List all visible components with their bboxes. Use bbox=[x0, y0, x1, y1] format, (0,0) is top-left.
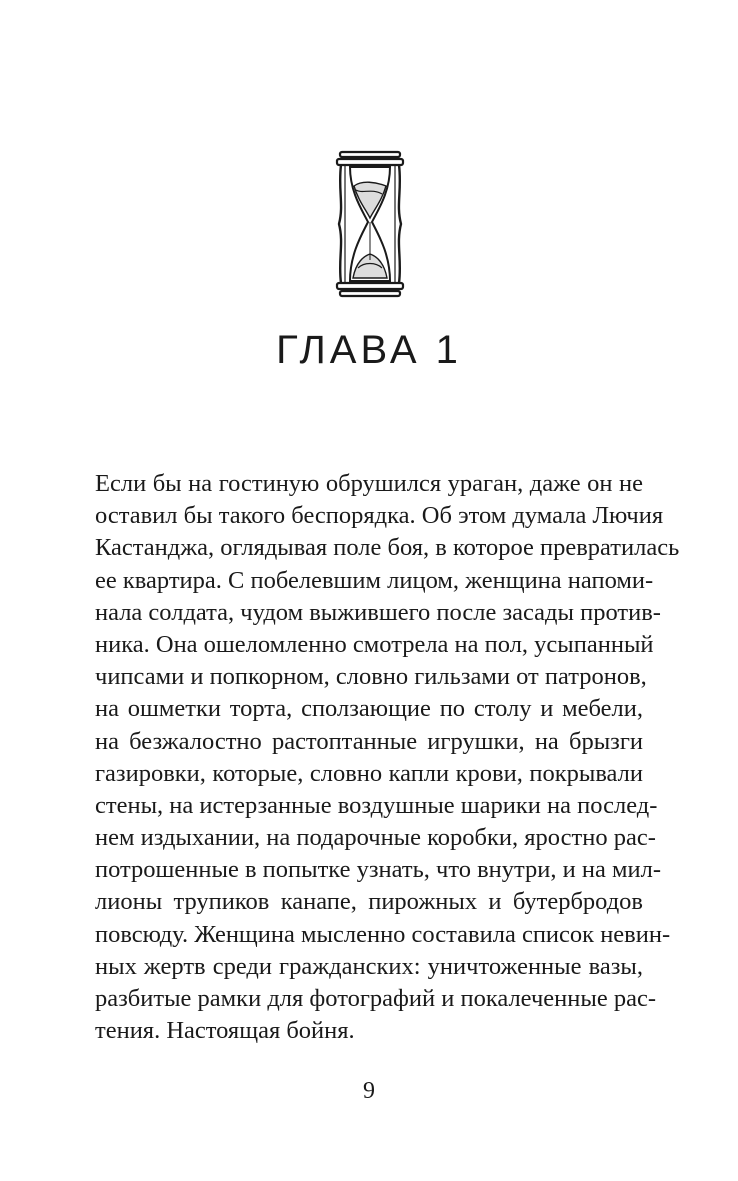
text-line: на ошметки торта, сползающие по столу и мебели, bbox=[95, 695, 643, 723]
text-line: ее квартира. С побелевшим лицом, женщина напоми- bbox=[95, 566, 654, 594]
text-line: стены, на истерзанные воздушные шарики на послед- bbox=[95, 791, 658, 819]
text-line: нала солдата, чудом выжившего после засады против- bbox=[95, 598, 661, 626]
text-line: оставил бы такого беспорядка. Об этом думала Лючия bbox=[95, 502, 664, 530]
body-text bbox=[95, 468, 680, 1047]
text-line: ных жертв среди гражданских: уничтоженные вазы, bbox=[95, 952, 643, 980]
text-line: разбитые рамки для фотографий и покалеченные рас- bbox=[95, 985, 656, 1012]
chapter-title: ГЛАВА 1 bbox=[276, 328, 462, 372]
text-line: нем издыхании, на подарочные коробки, яростно рас- bbox=[95, 824, 656, 852]
text-line: лионы трупиков канапе, пирожных и бутербродов bbox=[95, 888, 643, 916]
text-line: Если бы на гостиную обрушился ураган, даже он не bbox=[95, 470, 643, 497]
text-line: потрошенные в попытке узнать, что внутри, и на мил- bbox=[95, 856, 661, 884]
text-line: чипсами и попкорном, словно гильзами от патронов, bbox=[95, 663, 647, 691]
text-line: повсюду. Женщина мысленно составила список невин- bbox=[95, 920, 671, 948]
page-number: 9 bbox=[363, 1078, 375, 1104]
text-line: тения. Настоящая бойня. bbox=[95, 1017, 355, 1045]
text-line: газировки, которые, словно капли крови, покрывали bbox=[95, 759, 643, 787]
text-line: ника. Она ошеломленно смотрела на пол, усыпанный bbox=[95, 630, 654, 658]
hourglass-icon bbox=[332, 150, 408, 298]
text-line: Кастанджа, оглядывая поле боя, в которое превратилась bbox=[95, 534, 680, 562]
text-line: на безжалостно растоптанные игрушки, на брызги bbox=[95, 727, 643, 755]
